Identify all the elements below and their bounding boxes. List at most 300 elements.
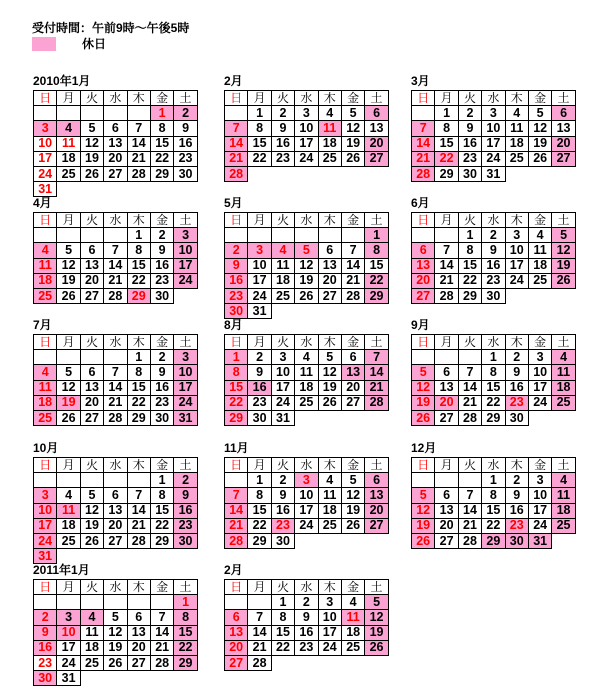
day-cell: 1: [434, 105, 458, 121]
day-cell: 19: [80, 518, 104, 534]
day-cell: 15: [481, 503, 505, 519]
weekday-header: 水: [103, 457, 127, 473]
day-cell: 24: [173, 395, 197, 411]
day-cell: 20: [318, 273, 342, 289]
day-cell: 28: [103, 410, 127, 426]
empty-cell: [33, 227, 57, 243]
day-cell: 5: [56, 364, 80, 380]
month-label: 2010年1月: [33, 74, 91, 88]
day-cell: 18: [318, 503, 342, 519]
day-cell: 6: [103, 487, 127, 503]
weekday-header: 木: [127, 90, 151, 106]
day-cell: 19: [341, 136, 365, 152]
empty-cell: [294, 227, 318, 243]
weekday-header: 金: [341, 334, 365, 350]
day-cell: 1: [247, 472, 271, 488]
day-cell: 22: [127, 395, 151, 411]
empty-cell: [127, 594, 151, 610]
day-cell: 11: [56, 136, 80, 152]
day-cell: 21: [103, 395, 127, 411]
day-cell: 4: [551, 472, 575, 488]
day-cell: 30: [458, 166, 482, 182]
day-cell: 22: [173, 640, 197, 656]
day-cell: 11: [505, 120, 529, 136]
day-cell: 29: [434, 166, 458, 182]
day-cell: 23: [247, 395, 271, 411]
day-cell: 30: [505, 533, 529, 549]
weekday-header: 土: [551, 90, 575, 106]
day-cell: 10: [56, 625, 80, 641]
day-cell: 5: [341, 105, 365, 121]
weekday-header: 金: [341, 212, 365, 228]
day-cell: 20: [341, 380, 365, 396]
day-cell: 15: [127, 258, 151, 274]
weekday-header: 金: [150, 90, 174, 106]
day-cell: 6: [411, 242, 435, 258]
day-cell: 26: [294, 288, 318, 304]
day-cell: 8: [247, 487, 271, 503]
empty-cell: [127, 105, 151, 121]
day-cell: 31: [247, 303, 271, 319]
day-cell: 5: [411, 364, 435, 380]
day-cell: 20: [434, 518, 458, 534]
day-cell: 27: [224, 655, 248, 671]
day-cell: 29: [224, 410, 248, 426]
day-cell: 24: [247, 288, 271, 304]
day-cell: 25: [505, 151, 529, 167]
day-cell: 27: [127, 655, 151, 671]
weekday-header: 木: [127, 457, 151, 473]
day-cell: 3: [33, 120, 57, 136]
weekday-header: 土: [364, 90, 388, 106]
day-cell: 11: [551, 487, 575, 503]
weekday-header: 月: [56, 334, 80, 350]
day-cell: 6: [80, 364, 104, 380]
day-cell: 18: [341, 625, 365, 641]
day-cell: 16: [173, 136, 197, 152]
day-cell: 10: [271, 364, 295, 380]
day-cell: 15: [127, 380, 151, 396]
weekday-header: 金: [528, 334, 552, 350]
day-cell: 19: [411, 395, 435, 411]
weekday-header: 土: [364, 579, 388, 595]
weekday-header: 火: [458, 90, 482, 106]
day-cell: 23: [150, 273, 174, 289]
weekday-header: 水: [481, 90, 505, 106]
empty-cell: [33, 594, 57, 610]
day-cell: 2: [481, 227, 505, 243]
weekday-header: 土: [364, 334, 388, 350]
day-cell: 20: [80, 395, 104, 411]
day-cell: 27: [434, 533, 458, 549]
day-cell: 6: [434, 364, 458, 380]
day-cell: 4: [551, 349, 575, 365]
weekday-header: 金: [150, 334, 174, 350]
day-cell: 9: [294, 609, 318, 625]
weekday-header: 水: [481, 457, 505, 473]
day-cell: 15: [150, 503, 174, 519]
weekday-header: 月: [56, 90, 80, 106]
day-cell: 8: [271, 609, 295, 625]
empty-cell: [33, 349, 57, 365]
month-grid: [224, 212, 390, 318]
day-cell: 9: [247, 364, 271, 380]
weekday-header: 日: [33, 334, 57, 350]
day-cell: 17: [294, 503, 318, 519]
day-cell: 11: [80, 625, 104, 641]
day-cell: 17: [247, 273, 271, 289]
day-cell: 19: [551, 258, 575, 274]
empty-cell: [80, 472, 104, 488]
empty-cell: [247, 227, 271, 243]
day-cell: 31: [271, 410, 295, 426]
day-cell: 4: [33, 364, 57, 380]
day-cell: 15: [173, 625, 197, 641]
empty-cell: [103, 594, 127, 610]
day-cell: 28: [224, 533, 248, 549]
day-cell: 18: [56, 151, 80, 167]
day-cell: 24: [294, 518, 318, 534]
day-cell: 6: [127, 609, 151, 625]
day-cell: 21: [364, 380, 388, 396]
empty-cell: [434, 227, 458, 243]
day-cell: 3: [271, 349, 295, 365]
day-cell: 23: [224, 288, 248, 304]
day-cell: 14: [364, 364, 388, 380]
day-cell: 9: [150, 242, 174, 258]
day-cell: 20: [364, 136, 388, 152]
day-cell: 30: [481, 288, 505, 304]
day-cell: 20: [411, 273, 435, 289]
day-cell: 11: [56, 503, 80, 519]
day-cell: 13: [103, 136, 127, 152]
day-cell: 24: [33, 533, 57, 549]
day-cell: 20: [103, 518, 127, 534]
day-cell: 27: [341, 395, 365, 411]
day-cell: 26: [551, 273, 575, 289]
day-cell: 10: [528, 487, 552, 503]
day-cell: 18: [528, 258, 552, 274]
day-cell: 21: [127, 518, 151, 534]
day-cell: 10: [33, 136, 57, 152]
day-cell: 15: [271, 625, 295, 641]
month-label: 2011年1月: [33, 563, 90, 577]
day-cell: 27: [551, 151, 575, 167]
day-cell: 9: [458, 120, 482, 136]
weekday-header: 金: [341, 90, 365, 106]
day-cell: 6: [364, 472, 388, 488]
day-cell: 7: [150, 609, 174, 625]
weekday-header: 土: [173, 90, 197, 106]
day-cell: 10: [33, 503, 57, 519]
day-cell: 5: [80, 487, 104, 503]
empty-cell: [56, 594, 80, 610]
day-cell: 4: [341, 594, 365, 610]
day-cell: 28: [411, 166, 435, 182]
day-cell: 17: [33, 518, 57, 534]
day-cell: 11: [33, 380, 57, 396]
day-cell: 4: [294, 349, 318, 365]
month-calendar: [33, 194, 199, 303]
day-cell: 27: [103, 166, 127, 182]
day-cell: 21: [127, 151, 151, 167]
day-cell: 31: [528, 533, 552, 549]
month-grid: [224, 90, 390, 181]
weekday-header: 月: [56, 457, 80, 473]
month-calendar: [33, 439, 199, 563]
day-cell: 11: [294, 364, 318, 380]
month-grid: [411, 212, 577, 303]
day-cell: 12: [294, 258, 318, 274]
day-cell: 3: [318, 594, 342, 610]
day-cell: 28: [150, 655, 174, 671]
day-cell: 13: [80, 258, 104, 274]
month-calendar: [224, 561, 390, 670]
day-cell: 22: [434, 151, 458, 167]
day-cell: 5: [56, 242, 80, 258]
day-cell: 3: [294, 105, 318, 121]
day-cell: 25: [551, 518, 575, 534]
day-cell: 29: [364, 288, 388, 304]
day-cell: 16: [224, 273, 248, 289]
day-cell: 23: [505, 518, 529, 534]
month-calendar: [411, 439, 577, 548]
empty-cell: [33, 105, 57, 121]
day-cell: 23: [505, 395, 529, 411]
day-cell: 12: [364, 609, 388, 625]
day-cell: 24: [318, 640, 342, 656]
day-cell: 10: [173, 242, 197, 258]
weekday-header: 火: [271, 334, 295, 350]
day-cell: 16: [173, 503, 197, 519]
weekday-header: 日: [33, 90, 57, 106]
day-cell: 5: [103, 609, 127, 625]
day-cell: 27: [103, 533, 127, 549]
day-cell: 17: [528, 380, 552, 396]
weekday-header: 日: [224, 579, 248, 595]
day-cell: 3: [173, 227, 197, 243]
day-cell: 2: [271, 105, 295, 121]
day-cell: 1: [481, 472, 505, 488]
day-cell: 19: [56, 273, 80, 289]
day-cell: 27: [364, 518, 388, 534]
empty-cell: [103, 472, 127, 488]
day-cell: 8: [173, 609, 197, 625]
month-calendar: [33, 561, 199, 685]
day-cell: 3: [528, 349, 552, 365]
weekday-header: 月: [56, 212, 80, 228]
day-cell: 30: [173, 533, 197, 549]
weekday-header: 月: [247, 579, 271, 595]
day-cell: 10: [247, 258, 271, 274]
day-cell: 26: [103, 655, 127, 671]
day-cell: 28: [434, 288, 458, 304]
day-cell: 31: [33, 181, 57, 197]
empty-cell: [56, 349, 80, 365]
day-cell: 8: [127, 242, 151, 258]
day-cell: 7: [247, 609, 271, 625]
day-cell: 9: [505, 364, 529, 380]
day-cell: 14: [458, 380, 482, 396]
day-cell: 14: [224, 503, 248, 519]
day-cell: 17: [271, 380, 295, 396]
day-cell: 16: [271, 503, 295, 519]
month-label: 4月: [33, 196, 52, 210]
empty-cell: [434, 472, 458, 488]
day-cell: 12: [411, 503, 435, 519]
day-cell: 8: [150, 120, 174, 136]
day-cell: 17: [294, 136, 318, 152]
empty-cell: [150, 594, 174, 610]
day-cell: 24: [33, 166, 57, 182]
day-cell: 24: [173, 273, 197, 289]
day-cell: 28: [127, 533, 151, 549]
day-cell: 11: [318, 487, 342, 503]
day-cell: 14: [127, 503, 151, 519]
day-cell: 6: [224, 609, 248, 625]
weekday-header: 土: [173, 457, 197, 473]
day-cell: 25: [341, 640, 365, 656]
day-cell: 8: [247, 120, 271, 136]
day-cell: 11: [341, 609, 365, 625]
weekday-header: 土: [551, 457, 575, 473]
month-calendar: [33, 72, 199, 196]
day-cell: 31: [481, 166, 505, 182]
day-cell: 26: [364, 640, 388, 656]
day-cell: 23: [294, 640, 318, 656]
empty-cell: [411, 105, 435, 121]
day-cell: 3: [33, 487, 57, 503]
day-cell: 18: [318, 136, 342, 152]
day-cell: 7: [224, 487, 248, 503]
weekday-header: 火: [271, 212, 295, 228]
day-cell: 21: [224, 518, 248, 534]
day-cell: 17: [173, 380, 197, 396]
weekday-header: 日: [224, 90, 248, 106]
day-cell: 29: [481, 533, 505, 549]
day-cell: 3: [173, 349, 197, 365]
day-cell: 18: [33, 395, 57, 411]
weekday-header: 水: [103, 90, 127, 106]
day-cell: 30: [505, 410, 529, 426]
day-cell: 12: [103, 625, 127, 641]
weekday-header: 水: [103, 212, 127, 228]
month-calendar: [224, 316, 390, 425]
day-cell: 30: [150, 410, 174, 426]
day-cell: 29: [481, 410, 505, 426]
day-cell: 1: [150, 105, 174, 121]
day-cell: 8: [150, 487, 174, 503]
day-cell: 14: [434, 258, 458, 274]
day-cell: 6: [103, 120, 127, 136]
day-cell: 4: [505, 105, 529, 121]
day-cell: 21: [458, 518, 482, 534]
day-cell: 27: [80, 410, 104, 426]
day-cell: 20: [434, 395, 458, 411]
day-cell: 8: [458, 242, 482, 258]
weekday-header: 日: [411, 334, 435, 350]
day-cell: 7: [127, 120, 151, 136]
empty-cell: [56, 105, 80, 121]
day-cell: 29: [127, 288, 151, 304]
day-cell: 21: [224, 151, 248, 167]
day-cell: 5: [364, 594, 388, 610]
month-label: 2月: [224, 563, 243, 577]
day-cell: 6: [318, 242, 342, 258]
weekday-header: 月: [434, 457, 458, 473]
day-cell: 20: [224, 640, 248, 656]
day-cell: 5: [341, 472, 365, 488]
month-label: 7月: [33, 318, 52, 332]
day-cell: 3: [528, 472, 552, 488]
day-cell: 24: [271, 395, 295, 411]
day-cell: 5: [551, 227, 575, 243]
day-cell: 24: [528, 395, 552, 411]
month-grid: [411, 90, 577, 181]
weekday-header: 木: [505, 212, 529, 228]
day-cell: 9: [481, 242, 505, 258]
closed-day-legend-swatch: [32, 37, 56, 51]
empty-cell: [103, 227, 127, 243]
day-cell: 7: [411, 120, 435, 136]
month-label: 6月: [411, 196, 430, 210]
day-cell: 6: [341, 349, 365, 365]
day-cell: 26: [56, 288, 80, 304]
day-cell: 2: [173, 105, 197, 121]
day-cell: 1: [173, 594, 197, 610]
day-cell: 24: [505, 273, 529, 289]
day-cell: 4: [80, 609, 104, 625]
weekday-header: 金: [341, 457, 365, 473]
day-cell: 26: [318, 395, 342, 411]
day-cell: 26: [411, 533, 435, 549]
day-cell: 9: [271, 487, 295, 503]
month-calendar: [33, 316, 199, 425]
weekday-header: 日: [33, 457, 57, 473]
day-cell: 26: [341, 518, 365, 534]
day-cell: 17: [528, 503, 552, 519]
weekday-header: 月: [56, 579, 80, 595]
day-cell: 29: [247, 533, 271, 549]
day-cell: 22: [481, 395, 505, 411]
day-cell: 24: [481, 151, 505, 167]
day-cell: 29: [127, 410, 151, 426]
day-cell: 19: [103, 640, 127, 656]
day-cell: 8: [434, 120, 458, 136]
day-cell: 9: [271, 120, 295, 136]
day-cell: 20: [80, 273, 104, 289]
day-cell: 11: [271, 258, 295, 274]
day-cell: 12: [341, 487, 365, 503]
day-cell: 22: [247, 151, 271, 167]
weekday-header: 金: [528, 212, 552, 228]
weekday-header: 火: [458, 334, 482, 350]
day-cell: 28: [341, 288, 365, 304]
day-cell: 26: [80, 166, 104, 182]
month-grid: [33, 579, 199, 685]
day-cell: 23: [33, 655, 57, 671]
weekday-header: 火: [271, 457, 295, 473]
day-cell: 15: [434, 136, 458, 152]
day-cell: 27: [434, 410, 458, 426]
weekday-header: 火: [271, 579, 295, 595]
day-cell: 25: [318, 518, 342, 534]
day-cell: 31: [173, 410, 197, 426]
day-cell: 18: [551, 380, 575, 396]
day-cell: 13: [364, 120, 388, 136]
day-cell: 28: [247, 655, 271, 671]
day-cell: 29: [150, 166, 174, 182]
